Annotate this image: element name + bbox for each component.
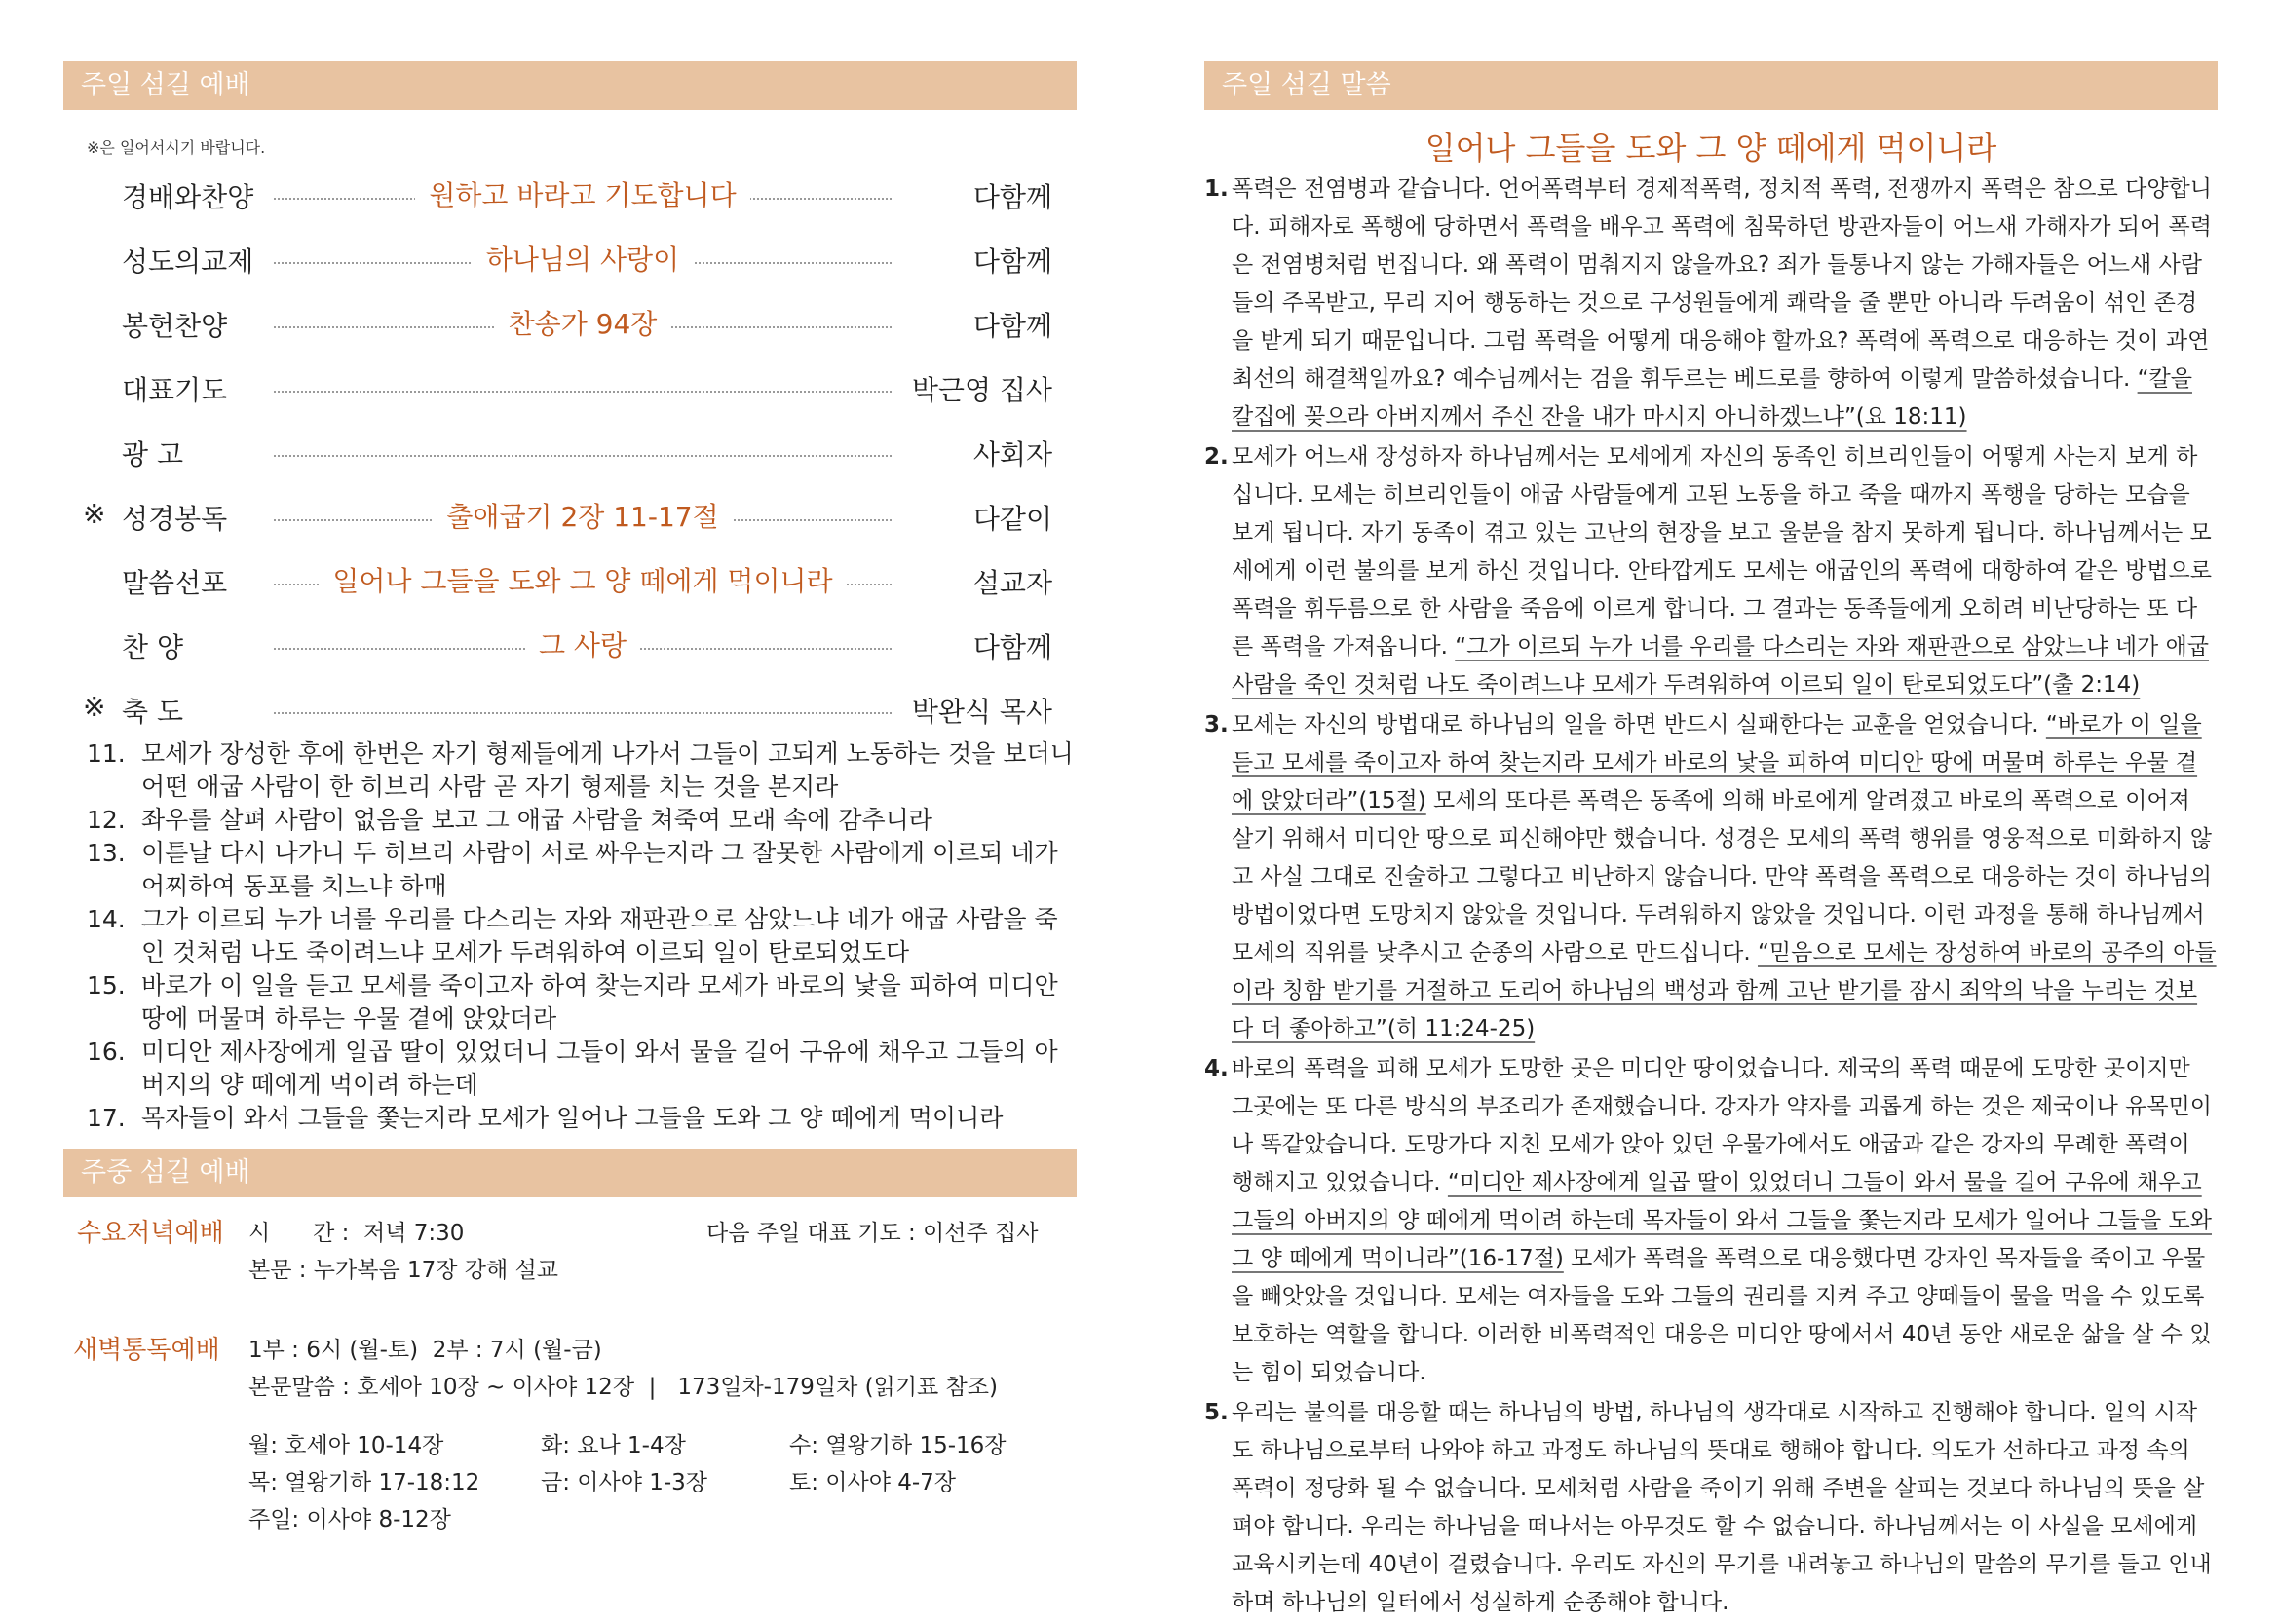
- verse-number: 17.: [87, 1104, 126, 1132]
- next-prayer: 다음 주일 대표 기도 : 이선주 집사: [706, 1221, 1039, 1246]
- order-item-name: 축 도: [122, 696, 183, 728]
- order-row: [63, 225, 1077, 289]
- order-row: [63, 161, 1077, 225]
- point-text: 모세가 어느새 장성하자 하나님께서는 모세에게 자신의 동족인 히브리인들이 어떻게 사는지 보게 하십니다. 모세는 히브리인들이 애굽 사람들에게 고된 노동을 하고 죽을 때까지 폭행을 당하는 모습을 보게 됩니다. 자기 동족이 겪고 있는 고난의 현장을 보고 울분을 참지 못하게 됩니다. 하나님께서는 모세에게 이런 불의를 보게 하신 것입니다. 안타깝게도 모세는 애굽인의 폭력에 대항하여 같은 방법으로 폭력을 휘두름으로 한 사람을 죽음에 이르게 합니다. 그 결과는 동족들에게 오히려 비난당하는 또 다른 폭력을 가져옵니다.: [1232, 444, 2212, 660]
- order-row: [63, 354, 1077, 418]
- order-row: [63, 482, 1077, 547]
- worship-order: [63, 161, 1077, 804]
- order-row: [63, 289, 1077, 354]
- scripture-quote: “미디안 제사장에게 일곱 딸이 있었더니 그들이 와서 물을 길어 구유에 채우고 그들의 아버지의 양 떼에게 먹이려 하는데 목자들이 와서 그들을 쫓는지라 모세가 일어나 그들을 도와 그 양 떼에게 먹이니라”(16-17절): [1232, 1170, 2212, 1271]
- point-text: 모세는 자신의 방법대로 하나님의 일을 하면 반드시 실패한다는 교훈을 얻었습니다.: [1232, 712, 2046, 737]
- scripture-quote: “그가 이르되 누가 너를 우리를 다스리는 자와 재판관으로 삼았느냐 네가 애굽 사람을 죽인 것처럼 나도 죽이려느냐 모세가 두려워하여 이르되 일이 탄로되었도다”(출 2:14): [1232, 634, 2210, 698]
- sermon-header: 주일 섬길 말씀: [1204, 61, 2218, 110]
- verse: [63, 804, 1077, 837]
- verse: [63, 1036, 1077, 1102]
- wednesday-time: 시 간 : 저녁 7:30: [248, 1221, 465, 1246]
- midweek-header: 주중 섬길 예배: [63, 1149, 1077, 1197]
- point-text: 우리는 불의를 대응할 때는 하나님의 방법, 하나님의 생각대로 시작하고 진행해야 합니다. 일의 시작도 하나님으로부터 나와야 하고 과정도 하나님의 뜻대로 행해야 합니다. 의도가 선하다고 과정 속의 폭력이 정당화 될 수 없습니다. 모세처럼 사람을 죽이기 위해 주변을 살피는 것보다 하나님의 뜻을 살펴야 합니다. 우리는 하나님을 떠나서는 아무것도 할 수 없습니다. 하나님께서는 이 사실을 모세에게 교육시키는데 40년이 걸렸습니다. 우리도 자신의 무기를 내려놓고 하나님의 말씀의 무기를 들고 인내하며 하나님의 일터에서 성실하게 순종해야 합니다.: [1232, 1400, 2212, 1615]
- verse-number: 13.: [87, 839, 126, 867]
- verse-number: 14.: [87, 905, 126, 933]
- verse-text: 모세가 장성한 후에 한번은 자기 형제들에게 나가서 그들이 고되게 노동하는 것을 보더니 어떤 애굽 사람이 한 히브리 사람 곧 자기 형제를 치는 것을 본지라: [141, 739, 1074, 801]
- order-item-leader: 다함께: [972, 310, 1052, 342]
- point-number: 2.: [1204, 444, 1229, 470]
- order-row: [63, 418, 1077, 482]
- order-item-name: 경배와찬양: [122, 181, 254, 213]
- point-number: 3.: [1204, 712, 1229, 737]
- scripture-quote: “칼을 칼집에 꽂으라 아버지께서 주신 잔을 내가 마시지 아니하겠느냐”(요 18:11): [1232, 366, 2192, 430]
- order-row: [63, 547, 1077, 611]
- dawn-text: 본문말씀 : 호세아 10장 ~ 이사야 12장 | 173일차-179일차 (읽기표 참조): [248, 1375, 998, 1400]
- dawn-sessions: 1부 : 6시 (월-토) 2부 : 7시 (월-금): [248, 1338, 602, 1363]
- order-item-leader: 다함께: [972, 181, 1052, 213]
- worship-order-header: 주일 섬길 예배: [63, 61, 1077, 110]
- order-item-leader: 사회자: [972, 438, 1052, 471]
- verse-number: 16.: [87, 1038, 126, 1066]
- point-text: 폭력은 전염병과 같습니다. 언어폭력부터 경제적폭력, 정치적 폭력, 전쟁까지 폭력은 참으로 다양합니다. 피해자로 폭행에 당하면서 폭력을 배우고 폭력에 침묵하던 방관자들이 어느새 가해자가 되어 폭력은 전염병처럼 번집니다. 왜 폭력이 멈춰지지 않을까요? 죄가 들통나지 않는 가해자들은 어느새 사람들의 주목받고, 무리 지어 행동하는 것으로 구성원들에게 쾌락을 줄 뿐만 아니라 두려움이 섞인 존경을 받게 되기 때문입니다. 그럼 폭력을 어떻게 대응해야 할까요? 폭력에 폭력으로 대응하는 것이 과연 최선의 해결책일까요? 예수님께서는 검을 휘두르는 베드로를 향하여 이렇게 말씀하셨습니다.: [1232, 176, 2212, 392]
- right-column: [1204, 61, 2218, 1624]
- order-item-name: 대표기도: [122, 374, 228, 406]
- sermon-points: [1204, 170, 2218, 1622]
- order-item-title: 원하고 바라고 기도합니다: [415, 179, 749, 211]
- order-item-title: 일어나 그들을 도와 그 양 떼에게 먹이니라: [319, 565, 846, 597]
- wednesday-label: 수요저녁예배: [77, 1219, 224, 1248]
- standing-note: ※은 일어서시기 바랍니다.: [87, 138, 266, 157]
- verse-text: 목자들이 와서 그들을 쫓는지라 모세가 일어나 그들을 도와 그 양 떼에게 먹이니라: [141, 1104, 1004, 1132]
- point-text-after: 모세가 폭력을 폭력으로 대응했다면 강자인 목자들을 죽이고 우물을 빼앗았을 것입니다. 모세는 여자들을 도와 그들의 권리를 지켜 주고 양떼들이 물을 먹을 수 있도록 보호하는 역할을 합니다. 이러한 비폭력적인 대응은 미디안 땅에서서 40년 동안 새로운 삶을 살 수 있는 힘이 되었습니다.: [1232, 1246, 2212, 1385]
- reading-day: 월: 호세아 10-14장: [248, 1433, 444, 1458]
- dotted-leader: [274, 455, 892, 457]
- sermon-point: [1204, 170, 2218, 436]
- dawn-label: 새벽통독예배: [73, 1336, 220, 1365]
- verse: [63, 969, 1077, 1036]
- scripture-verses: [63, 737, 1077, 1135]
- scripture-quote: “바로가 이 일을 듣고 모세를 죽이고자 하여 찾는지라 모세가 바로의 낯을 피하여 미디안 땅에 머물며 하루는 우물 곁에 앉았더라”(15절): [1232, 712, 2202, 813]
- verse: [63, 903, 1077, 969]
- reading-day: 토: 이사야 4-7장: [789, 1470, 957, 1495]
- verse: [63, 837, 1077, 903]
- reading-day: 금: 이사야 1-3장: [541, 1470, 708, 1495]
- verse-text: 바로가 이 일을 듣고 모세를 죽이고자 하여 찾는지라 모세가 바로의 낯을 피하여 미디안 땅에 머물며 하루는 우물 곁에 앉았더라: [141, 971, 1058, 1033]
- order-item-leader: 박근영 집사: [911, 374, 1052, 406]
- reading-day: 주일: 이사야 8-12장: [248, 1507, 451, 1532]
- order-item-name: 봉헌찬양: [122, 310, 228, 342]
- point-text-after: 모세의 또다른 폭력은 동족에 의해 바로에게 알려졌고 바로의 폭력으로 이어져 살기 위해서 미디안 땅으로 피신해야만 했습니다. 성경은 모세의 폭력 행위를 영웅적으로 미화하지 않고 사실 그대로 진술하고 그렇다고 비난하지 않습니다. 만약 폭력을 폭력으로 대응하는 것이 하나님의 방법이었다면 도망치지 않았을 것입니다. 두려워하지 않았을 것입니다. 이런 과정을 통해 하나님께서 모세의 직위를 낮추시고 순종의 사람으로 만드십니다.: [1232, 788, 2212, 965]
- order-item-leader: 다함께: [972, 631, 1052, 663]
- dotted-leader: [274, 391, 892, 393]
- verse: [63, 1102, 1077, 1135]
- stand-mark: ※: [83, 691, 106, 723]
- point-text: 바로의 폭력을 피해 모세가 도망한 곳은 미디안 땅이었습니다. 제국의 폭력 때문에 도망한 곳이지만 그곳에는 또 다른 방식의 부조리가 존재했습니다. 강자가 약자를 괴롭게 하는 것은 제국이나 유목민이나 똑같았습니다. 도망가다 지친 모세가 앉아 있던 우물가에서도 애굽과 같은 강자의 무례한 폭력이 행해지고 있었습니다.: [1232, 1056, 2212, 1195]
- order-item-leader: 박완식 목사: [911, 696, 1052, 728]
- verse-text: 이튿날 다시 나가니 두 히브리 사람이 서로 싸우는지라 그 잘못한 사람에게 이르되 네가 어찌하여 동포를 치느냐 하매: [141, 839, 1058, 900]
- order-item-name: 성경봉독: [122, 503, 228, 535]
- order-item-title: 출애굽기 2장 11-17절: [433, 501, 732, 533]
- verse-number: 11.: [87, 739, 126, 768]
- point-number: 5.: [1204, 1400, 1229, 1425]
- order-item-name: 찬 양: [122, 631, 183, 663]
- stand-mark: ※: [83, 498, 106, 530]
- sermon-point: [1204, 1050, 2218, 1392]
- order-item-title: 그 사랑: [525, 629, 640, 661]
- order-item-leader: 설교자: [972, 567, 1052, 599]
- verse-number: 15.: [87, 971, 126, 1000]
- verse-text: 미디안 제사장에게 일곱 딸이 있었더니 그들이 와서 물을 길어 구유에 채우고 그들의 아버지의 양 떼에게 먹이려 하는데: [141, 1038, 1058, 1099]
- verse-text: 좌우를 살펴 사람이 없음을 보고 그 애굽 사람을 쳐죽여 모래 속에 감추니라: [141, 806, 932, 834]
- point-number: 4.: [1204, 1056, 1229, 1081]
- order-item-title: 찬송가 94장: [495, 308, 671, 340]
- verse-number: 12.: [87, 806, 126, 834]
- order-item-leader: 다같이: [972, 503, 1052, 535]
- point-number: 1.: [1204, 176, 1229, 202]
- order-item-leader: 다함께: [972, 245, 1052, 278]
- order-item-name: 광 고: [122, 438, 183, 471]
- order-row: [63, 611, 1077, 675]
- reading-day: 목: 열왕기하 17-18:12: [248, 1470, 480, 1495]
- wednesday-text: 본문 : 누가복음 17장 강해 설교: [248, 1258, 558, 1283]
- sermon-point: [1204, 706, 2218, 1048]
- order-item-name: 성도의교제: [122, 245, 254, 278]
- left-column: [63, 61, 1077, 1532]
- midweek-schedule: [63, 1197, 1077, 1532]
- verse-text: 그가 이르되 누가 너를 우리를 다스리는 자와 재판관으로 삼았느냐 네가 애굽 사람을 죽인 것처럼 나도 죽이려느냐 모세가 두려워하여 이르되 일이 탄로되었도다: [141, 905, 1058, 966]
- order-row: [63, 675, 1077, 739]
- verse: [63, 737, 1077, 804]
- reading-day: 화: 요나 1-4장: [541, 1433, 686, 1458]
- sermon-point: [1204, 438, 2218, 704]
- reading-day: 수: 열왕기하 15-16장: [789, 1433, 1007, 1458]
- order-item-name: 말씀선포: [122, 567, 228, 599]
- sermon-point: [1204, 1394, 2218, 1622]
- scripture-quote: “믿음으로 모세는 장성하여 바로의 공주의 아들이라 칭함 받기를 거절하고 도리어 하나님의 백성과 함께 고난 받기를 잠시 죄악의 낙을 누리는 것보다 더 좋아하고”(히 11:24-25): [1232, 940, 2217, 1041]
- dotted-leader: [274, 712, 892, 714]
- sermon-title: 일어나 그들을 도와 그 양 떼에게 먹이니라: [1424, 130, 1997, 167]
- order-item-title: 하나님의 사랑이: [473, 244, 693, 276]
